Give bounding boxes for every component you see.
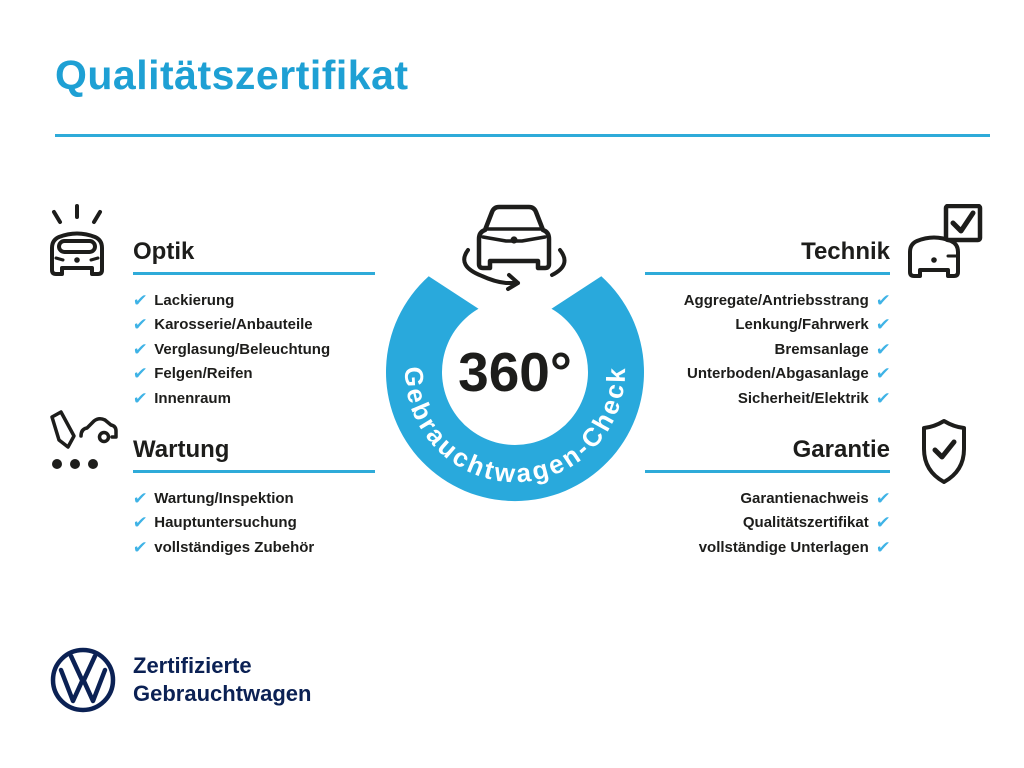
checklist-item: [645, 337, 890, 362]
check-icon: ✔: [132, 339, 149, 359]
section-rule-wartung: [133, 470, 375, 473]
check-icon: ✔: [874, 388, 891, 408]
checklist-item: [645, 511, 890, 536]
checklist-item: [645, 362, 890, 387]
section-title-technik: Technik: [801, 238, 890, 265]
checklist-item-label: Karosserie/Anbauteile: [154, 316, 313, 334]
check-icon: ✔: [874, 339, 891, 359]
checklist-item: [645, 535, 890, 560]
section-wartung: [133, 436, 375, 560]
car-shine-icon: [44, 202, 110, 280]
checklist-item: [133, 362, 375, 387]
checklist-item-label: Lenkung/Fahrwerk: [735, 316, 869, 334]
garantie-checklist: [645, 486, 890, 560]
section-title-wartung: Wartung: [133, 436, 230, 463]
checklist-item: [645, 313, 890, 338]
checklist-item-label: vollständige Unterlagen: [698, 538, 869, 556]
section-rule-garantie: [645, 470, 890, 473]
section-garantie: [645, 436, 890, 560]
checklist-item: [133, 337, 375, 362]
section-title-garantie: Garantie: [792, 436, 890, 463]
car-checkbox-icon: [904, 204, 984, 282]
360-degree-label: 360°: [458, 341, 572, 403]
section-optik: [133, 238, 375, 411]
check-icon: ✔: [132, 290, 149, 310]
checklist-item: [645, 386, 890, 411]
checklist-item: [133, 511, 375, 536]
brand-text: [133, 652, 311, 708]
checklist-item: [133, 313, 375, 338]
check-icon: ✔: [132, 513, 149, 533]
checklist-item-label: Bremsanlage: [774, 340, 869, 358]
check-icon: ✔: [132, 388, 149, 408]
checklist-item-label: Innenraum: [154, 389, 231, 407]
checklist-item-label: Lackierung: [154, 291, 235, 309]
section-title-optik: Optik: [133, 238, 195, 265]
section-rule-optik: [133, 272, 375, 275]
check-icon: ✔: [132, 537, 149, 557]
checklist-item-label: Wartung/Inspektion: [154, 489, 294, 507]
checklist-item-label: Sicherheit/Elektrik: [737, 389, 869, 407]
shield-check-icon: [914, 416, 974, 492]
checklist-item-label: Hauptuntersuchung: [154, 514, 297, 532]
service-checklist-icon: [44, 408, 124, 474]
checklist-item: [133, 386, 375, 411]
section-rule-technik: [645, 272, 890, 275]
checklist-item: [133, 535, 375, 560]
page-title: Qualitätszertifikat: [55, 52, 409, 98]
checklist-item-label: Garantienachweis: [740, 489, 869, 507]
checklist-item-label: vollständiges Zubehör: [154, 538, 315, 556]
checklist-item-label: Felgen/Reifen: [154, 365, 253, 383]
check-icon: ✔: [874, 513, 891, 533]
check-icon: ✔: [874, 315, 891, 335]
brand-line1: Zertifizierte: [133, 653, 252, 678]
checklist-item-label: Qualitätszertifikat: [742, 514, 869, 532]
check-icon: ✔: [132, 488, 149, 508]
checklist-item: [645, 288, 890, 313]
checklist-item: [133, 486, 375, 511]
checklist-item-label: Verglasung/Beleuchtung: [154, 340, 331, 358]
check-icon: ✔: [874, 488, 891, 508]
optik-checklist: [133, 288, 375, 411]
section-technik: [645, 238, 890, 411]
checklist-item-label: Unterboden/Abgasanlage: [687, 365, 869, 383]
check-icon: ✔: [874, 364, 891, 384]
car-360-rotation-icon: [448, 196, 580, 300]
checklist-item: [133, 288, 375, 313]
wartung-checklist: [133, 486, 375, 560]
check-icon: ✔: [132, 315, 149, 335]
technik-checklist: [645, 288, 890, 411]
check-icon: ✔: [874, 290, 891, 310]
check-icon: ✔: [132, 364, 149, 384]
brand-line2: Gebrauchtwagen: [133, 681, 312, 706]
ring-label: Gebrauchtwagen-Check: [398, 365, 632, 489]
check-icon: ✔: [874, 537, 891, 557]
checklist-item: [645, 486, 890, 511]
vw-logo: [48, 645, 118, 715]
checklist-item-label: Aggregate/Antriebsstrang: [683, 291, 869, 309]
title-divider: [55, 134, 990, 137]
